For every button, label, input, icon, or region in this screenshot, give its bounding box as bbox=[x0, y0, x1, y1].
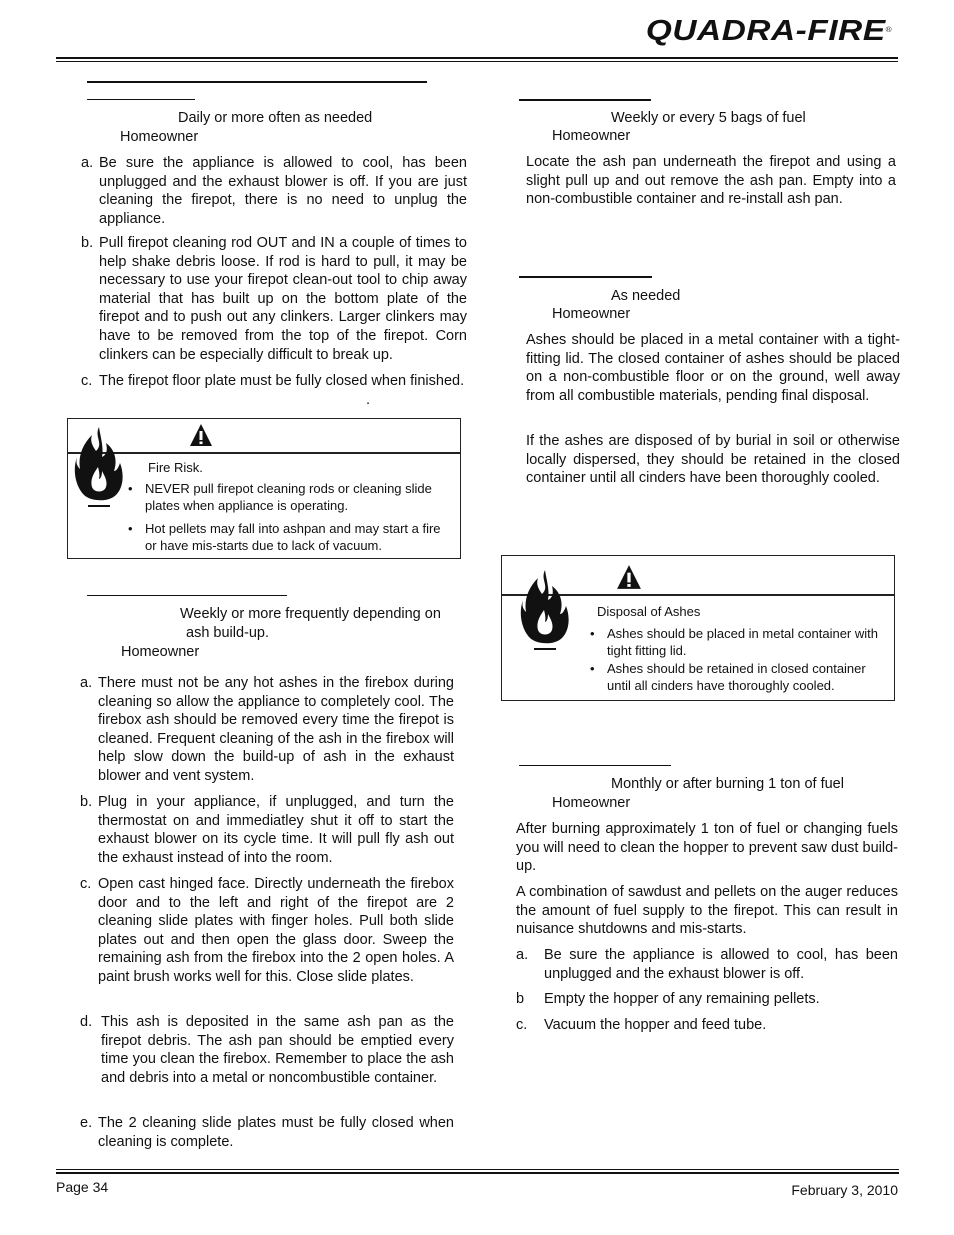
paragraph: After burning approximately 1 ton of fuel or changing fuels you will need to clean the hopper to prevent saw dust build-up. bbox=[516, 821, 898, 875]
warning-triangle-icon bbox=[189, 423, 213, 447]
performed-by-text: Homeowner bbox=[552, 128, 631, 144]
list-item: c. Open cast hinged face. Directly underneath the firebox door and to the left and right of the firepot are 2 cleaning slide plates with finger holes. Pull both slide plates out and then open the glass door. Sweep the remaining ash from the firebox into the 2 open holes. A paint brush works well for this. Close slide plates. bbox=[80, 876, 454, 985]
list-item: b. Plug in your appliance, if unplugged, and turn the thermostat on and immediatley shut it off to start the exhaust blower on its cycle time. It will pull fly ash out the exhaust instead of into the room. bbox=[80, 794, 454, 866]
list-item: b Empty the hopper of any remaining pellets. bbox=[516, 991, 820, 1007]
brand-logo: QUADRA-FIRE® bbox=[645, 15, 892, 47]
section-title-rule bbox=[519, 99, 651, 101]
warning-box bbox=[501, 555, 895, 701]
frequency-text: Monthly or after burning 1 ton of fuel bbox=[611, 776, 844, 792]
warning-box bbox=[67, 418, 461, 559]
warning-heading: Fire Risk. bbox=[148, 460, 203, 475]
frequency-text: Daily or more often as needed bbox=[178, 110, 373, 126]
frequency-text: Weekly or more frequently depending on bbox=[180, 606, 441, 622]
warning-bullet: • Ashes should be retained in closed container until all cinders have thoroughly cooled. bbox=[590, 661, 866, 693]
warning-triangle-icon bbox=[616, 564, 642, 590]
list-item: a. Be sure the appliance is allowed to cool, has been unplugged and the exhaust blower is off. If you are just cleaning the firepot, there is no need to unplug the appliance. bbox=[81, 155, 467, 227]
performed-by-text: Homeowner bbox=[552, 795, 631, 811]
section-title-rule bbox=[87, 595, 287, 596]
section-title-rule bbox=[519, 276, 652, 278]
performed-by-text: Homeowner bbox=[121, 644, 200, 660]
frequency-text-cont: ash build-up. bbox=[186, 625, 270, 641]
frequency-label-rule bbox=[87, 99, 195, 100]
warning-bullet: • Hot pellets may fall into ashpan and may start a fire or have mis-starts due to lack of vacuum. bbox=[128, 521, 441, 553]
header-rule bbox=[56, 57, 898, 59]
page-number: Page 34 bbox=[56, 1179, 109, 1195]
list-item: c. Vacuum the hopper and feed tube. bbox=[516, 1017, 767, 1033]
performed-by-text: Homeowner bbox=[120, 129, 199, 145]
footer-rule-thick bbox=[56, 1172, 899, 1174]
section-title-rule bbox=[519, 765, 671, 766]
warning-heading: Disposal of Ashes bbox=[597, 604, 701, 619]
list-item: a. Be sure the appliance is allowed to cool, has been unplugged and the exhaust blower is off. bbox=[516, 947, 898, 982]
warning-bullet: • NEVER pull firepot cleaning rods or cleaning slide plates when appliance is operating. bbox=[128, 481, 432, 513]
section-title-rule bbox=[87, 81, 427, 83]
list-item: c. The firepot floor plate must be fully closed when finished. bbox=[81, 373, 465, 389]
paragraph: If the ashes are disposed of by burial in soil or otherwise locally dispersed, they should be retained in the closed container until all cinders have been thoroughly cooled. bbox=[526, 433, 900, 487]
trailing-period: . bbox=[366, 392, 371, 408]
paragraph: Locate the ash pan underneath the firepot and using a slight pull up and out remove the ash pan. Empty into a non-combustible container and re-install ash pan. bbox=[526, 154, 896, 208]
warning-bullet: • Ashes should be placed in metal container with tight fitting lid. bbox=[590, 626, 878, 658]
frequency-text: Weekly or every 5 bags of fuel bbox=[611, 110, 806, 126]
header-rule-thin bbox=[56, 61, 898, 62]
list-item: a. There must not be any hot ashes in the firebox during cleaning so allow the appliance to completely cool. The firebox ash should be removed every time the firepot is cleaned. Frequent cleaning of the ash in the firebox will help slow down the build-up of ash in the exhaust blower and vent system. bbox=[80, 675, 454, 784]
list-item: e. The 2 cleaning slide plates must be fully closed when cleaning is complete. bbox=[80, 1115, 454, 1150]
document-date: February 3, 2010 bbox=[791, 1182, 898, 1198]
paragraph: A combination of sawdust and pellets on the auger reduces the amount of fuel supply to the firepot. This can result in nuisance shutdowns and mis-starts. bbox=[516, 884, 898, 938]
fire-icon bbox=[74, 425, 124, 507]
footer-rule bbox=[56, 1169, 899, 1170]
performed-by-text: Homeowner bbox=[552, 306, 631, 322]
frequency-text: As needed bbox=[611, 288, 681, 304]
list-item: b. Pull firepot cleaning rod OUT and IN a couple of times to help shake debris loose. If rod is hard to pull, it may be necessary to use your firepot clean-out tool to chip away material that has built up on the bottom plate of the firepot and to push out any clinkers. Larger clinkers may have to be removed from the top of the firepot. Corn clinkers can be especially difficult to break up. bbox=[81, 235, 467, 363]
fire-icon bbox=[520, 568, 570, 650]
paragraph: Ashes should be placed in a metal container with a tight-fitting lid. The closed container of ashes should be placed on a non-combustible floor or on the ground, well away from all combustible materials, pending final disposal. bbox=[526, 332, 900, 404]
list-item: d. This ash is deposited in the same ash pan as the firepot debris. The ash pan should be emptied every time you clean the firebox. Remember to place the ash and debris into a metal or noncombustible container. bbox=[80, 1014, 454, 1086]
